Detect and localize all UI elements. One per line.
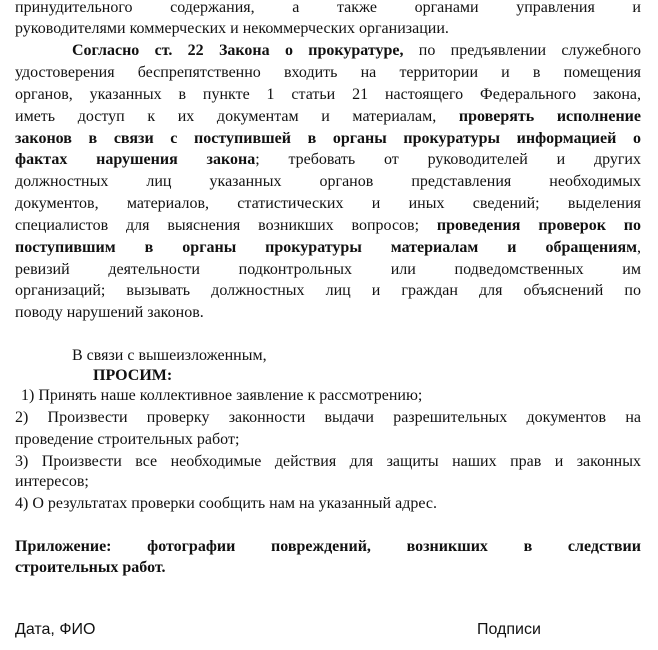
article-line-12: организаций; вызывать должностных лиц и граждан для объяснений по (15, 282, 641, 299)
article-line-5-bold: законов в связи с поступившей в органы прокуратуры информацией о (15, 130, 641, 147)
article-line-6-text: ; требовать от руководителей и других (255, 151, 641, 168)
request-item-2-line-2: проведение строительных работ; (15, 431, 240, 448)
article-line-2: удостоверения беспрепятственно входить на территории и в помещения (15, 64, 641, 81)
footer-signatures: Подписи (477, 621, 541, 638)
article-line-8: документов, материалов, статистических и иных сведений; выделения (15, 195, 641, 212)
article-line-4 (15, 107, 641, 126)
article-line-10-bold: поступившим в органы прокуратуры материалам и обращениям (15, 239, 637, 256)
request-item-4: 4) О результатах проверки сообщить нам на указанный адрес. (15, 495, 437, 512)
article-line-1 (15, 41, 641, 60)
conclusion-line: В связи с вышеизложенным, (72, 347, 267, 364)
article-line-6 (15, 150, 641, 169)
article-line-5 (15, 129, 641, 148)
article-line-4-bold: проверять исполнение (458, 108, 641, 125)
article-line-9 (15, 216, 641, 235)
article-line-6-bold: фактах нарушения закона (15, 151, 256, 168)
article-line-9-bold: проведения проверок по (436, 217, 641, 234)
footer-date-name: Дата, ФИО (15, 621, 96, 638)
article-reference: Согласно ст. 22 Закона о прокуратуре, (72, 42, 404, 59)
top-paragraph-line-1: принудительного содержания, а также органами управления и (15, 0, 641, 16)
request-item-3-line-1: 3) Произвести все необходимые действия для защиты наших прав и законных (15, 453, 641, 470)
article-line-7: должностных лиц указанных органов представления необходимых (15, 173, 641, 190)
article-line-4-text: иметь доступ к их документам и материалам, (15, 108, 459, 125)
top-paragraph-line-2: руководителями коммерческих и некоммерческих организации. (15, 20, 449, 37)
article-line-9-text: специалистов для выяснения возникших вопросов; (15, 217, 437, 234)
article-line-10-text: , (637, 239, 641, 256)
article-line-1-text: по предъявлении служебного (403, 42, 641, 59)
request-item-1: 1) Принять наше коллективное заявление к рассмотрению; (21, 387, 423, 404)
article-line-11: ревизий деятельности подконтрольных или подведомственных им (15, 261, 641, 278)
article-line-13: поводу нарушений законов. (15, 304, 204, 321)
request-item-2-line-1: 2) Произвести проверку законности выдачи разрешительных документов на (15, 409, 641, 426)
request-item-3-line-2: интересов; (15, 473, 89, 490)
request-heading: ПРОСИМ: (93, 367, 173, 384)
article-line-3: органов, указанных в пункте 1 статьи 21 настоящего Федерального закона, (15, 86, 641, 103)
attachment-line-1: Приложение: фотографии повреждений, возникших в следствии (15, 538, 641, 555)
attachment-line-2: строительных работ. (15, 559, 166, 576)
article-line-10 (15, 238, 641, 257)
